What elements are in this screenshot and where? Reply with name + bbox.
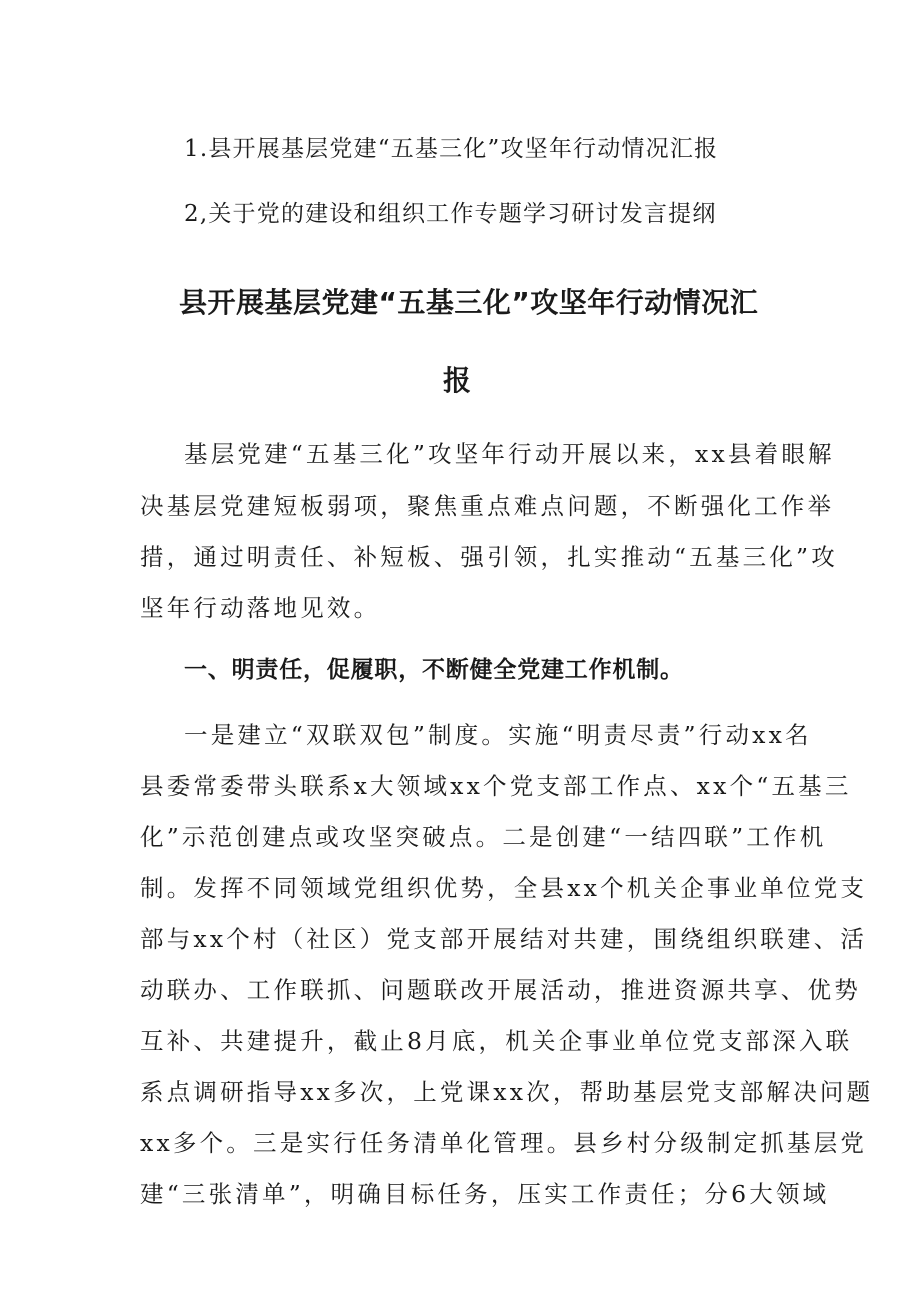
- section-line: 化”示范创建点或攻坚突破点。二是创建“一结四联”工作机: [140, 823, 827, 851]
- document-title-line-2: 报: [443, 364, 472, 397]
- toc-item-1[interactable]: 1.县开展基层党建“五基三化”攻坚年行动情况汇报: [184, 136, 719, 162]
- intro-line: 决基层党建短板弱项，聚焦重点难点问题，不断强化工作举: [140, 492, 835, 520]
- toc-item-2[interactable]: 2,关于党的建设和组织工作专题学习研讨发言提纲: [184, 201, 717, 227]
- section-line: 动联办、工作联抓、问题联改开展活动，推进资源共享、优势: [140, 976, 861, 1004]
- intro-line: 基层党建“五基三化”攻坚年行动开展以来，xx县着眼解: [184, 440, 835, 468]
- section-line: 系点调研指导xx多次，上党课xx次，帮助基层党支部解决问题: [140, 1078, 874, 1106]
- section-line: 建“三张清单”，明确目标任务，压实工作责任；分6大领域: [140, 1180, 830, 1208]
- intro-line: 措，通过明责任、补短板、强引领，扎实推动“五基三化”攻: [140, 543, 838, 571]
- section-line: 互补、共建提升，截止8月底，机关企事业单位党支部深入联: [140, 1027, 853, 1055]
- section-line: 部与xx个村（社区）党支部开展结对共建，围绕组织联建、活: [140, 925, 868, 953]
- section-line: 制。发挥不同领域党组织优势，全县xx个机关企事业单位党支: [140, 874, 868, 902]
- document-title-line-1: 县开展基层党建“五基三化”攻坚年行动情况汇: [179, 286, 759, 319]
- section-heading-1: 一、明责任，促履职，不断健全党建工作机制。: [184, 657, 684, 683]
- section-line: 县委常委带头联系x大领域xx个党支部工作点、xx个“五基三: [140, 772, 852, 800]
- intro-line: 坚年行动落地见效。: [140, 594, 381, 622]
- section-line: 一是建立“双联双包”制度。实施“明责尽责”行动xx名: [184, 721, 812, 749]
- section-line: xx多个。三是实行任务清单化管理。县乡村分级制定抓基层党: [140, 1129, 868, 1157]
